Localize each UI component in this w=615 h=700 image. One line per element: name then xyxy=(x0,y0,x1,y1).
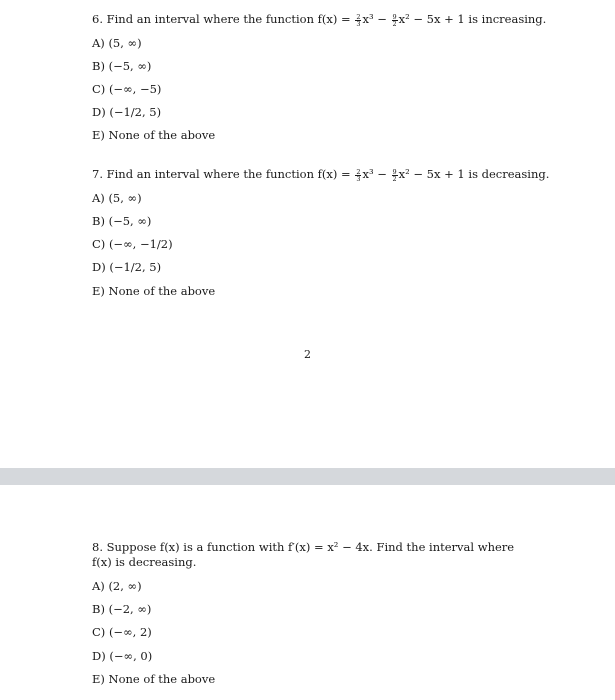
question-8-stem xyxy=(92,540,537,570)
question-number: 7. xyxy=(92,167,103,181)
option-7c: C) (−∞, −1/2) xyxy=(92,237,173,251)
term: x² − 5x + 1 xyxy=(398,167,465,181)
function-name: f(x) = xyxy=(317,167,355,181)
page-3 xyxy=(0,485,615,700)
fraction: $\frac{2}{3}$ xyxy=(356,167,361,183)
fraction: $\frac{2}{3}$ xyxy=(356,12,361,28)
fraction: $\frac{9}{2}$ xyxy=(392,167,397,183)
option-8c: C) (−∞, 2) xyxy=(92,625,152,639)
term: x² − 5x + 1 xyxy=(398,12,465,26)
page-number: 2 xyxy=(304,348,311,361)
stem-text: Find an interval where the function xyxy=(106,167,318,181)
option-7e: E) None of the above xyxy=(92,284,216,298)
fraction: $\frac{9}{2}$ xyxy=(392,12,397,28)
term: x³ − xyxy=(362,167,391,181)
option-8b: B) (−2, ∞) xyxy=(92,602,152,616)
option-6b: B) (−5, ∞) xyxy=(92,59,152,73)
option-8d: D) (−∞, 0) xyxy=(92,649,153,663)
question-number: 8. xyxy=(92,540,103,554)
term: x³ − xyxy=(362,12,391,26)
stem-text: is decreasing. xyxy=(464,167,550,181)
option-6a: A) (5, ∞) xyxy=(92,36,142,50)
option-6c: C) (−∞, −5) xyxy=(92,82,162,96)
stem-text: Find an interval where the function xyxy=(106,12,318,26)
option-7d: D) (−1/2, 5) xyxy=(92,260,162,274)
option-6e: E) None of the above xyxy=(92,128,216,142)
option-7b: B) (−5, ∞) xyxy=(92,214,152,228)
option-7a: A) (5, ∞) xyxy=(92,191,142,205)
page-separator xyxy=(0,468,615,485)
question-7-stem xyxy=(92,167,550,183)
stem-text: Suppose f(x) is a function with f′(x) = x² − 4x. Find the interval where f(x) is decreasing. xyxy=(92,540,515,569)
option-8a: A) (2, ∞) xyxy=(92,579,142,593)
option-6d: D) (−1/2, 5) xyxy=(92,105,162,119)
question-6-stem xyxy=(92,12,547,28)
stem-text: is increasing. xyxy=(464,12,547,26)
function-name: f(x) = xyxy=(317,12,355,26)
option-8e: E) None of the above xyxy=(92,672,216,686)
question-number: 6. xyxy=(92,12,103,26)
